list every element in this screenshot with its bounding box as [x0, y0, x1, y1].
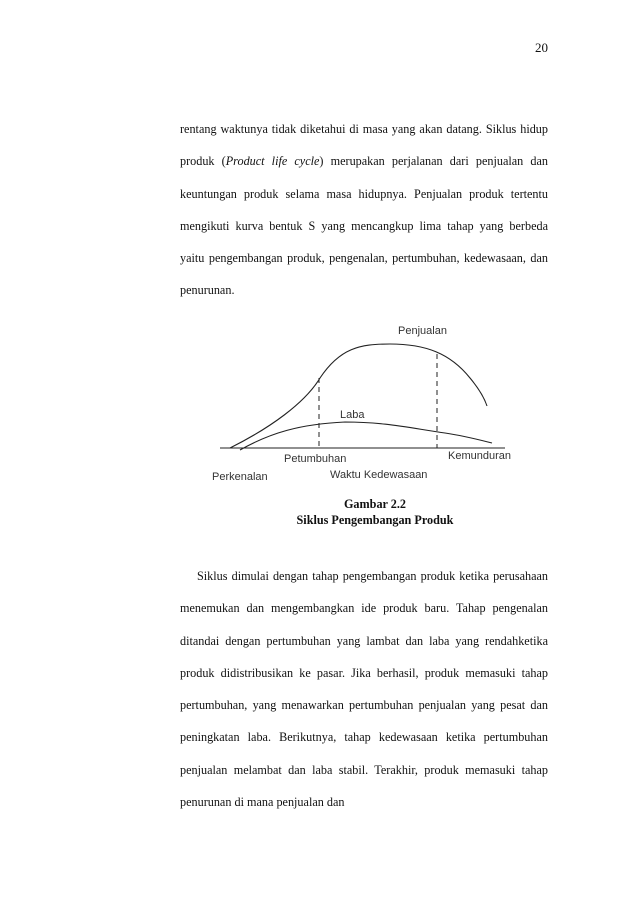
paragraph-stages [180, 560, 548, 818]
sales-curve [230, 344, 487, 448]
product-life-cycle-diagram [200, 318, 540, 490]
figure-caption-title: Siklus Pengembangan Produk [296, 513, 454, 527]
paragraph-intro-part1: rentang waktunya tidak diketahui di masa yang akan datang. Siklus hidup produk ( [180, 122, 548, 169]
paragraph-stages-text: Siklus dimulai dengan tahap pengembangan produk ketika perusahaan menemukan dan mengembangkan ide produk baru. Tahap pengenalan ditandai dengan pertumbuhan yang lambat dan laba yang rendahketika produk didistribusikan ke pasar. Jika berhasil, produk memasuki tahap pertumbuhan, yang menawarkan pertumbuhan penjualan yang pesat dan peningkatan laba. Berikutnya, tahap kedewasaan ketika pertumbuhan penjualan melambat dan laba stabil. Terakhir, produk memasuki tahap penurunan di mana penjualan dan [180, 569, 548, 810]
profit-curve [240, 422, 492, 450]
label-penjualan: Penjualan [398, 325, 447, 337]
label-laba: Laba [340, 409, 365, 421]
paragraph-intro-italic-term: Product life cycle [225, 154, 320, 169]
paragraph-intro [180, 113, 548, 307]
label-waktu-kedewasaan: Waktu Kedewasaan [330, 469, 428, 481]
label-kemunduran: Kemunduran [448, 450, 511, 462]
figure-caption-number: Gambar 2.2 [343, 497, 407, 511]
label-petumbuhan: Petumbuhan [284, 453, 347, 465]
page-number: 20 [535, 40, 548, 55]
paragraph-intro-part2: ) merupakan perjalanan dari penjualan dan keuntungan produk selama masa hidupnya. Penjualan produk tertentu mengikuti kurva bentuk S yang mencangkup lima tahap yang berbeda yaitu pengembangan produk, pengenalan, pertumbuhan, kedewasaan, dan penurunan. [180, 154, 548, 298]
label-perkenalan: Perkenalan [212, 471, 268, 483]
